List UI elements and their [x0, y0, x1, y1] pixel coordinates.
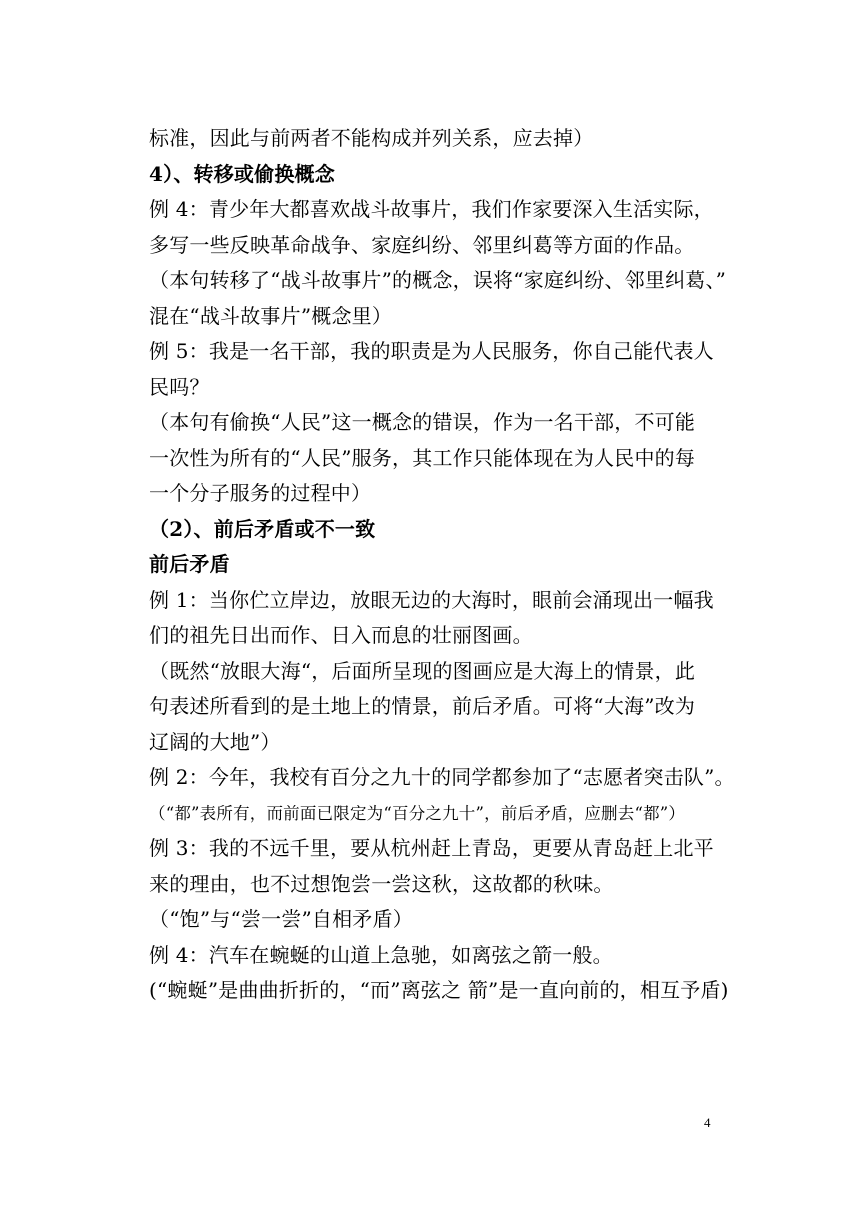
example-4-note-line-1: （本句转移了“战斗故事片”的概念，误将“家庭纠纷、邻里纠葛、”	[149, 268, 727, 292]
example-5-line-1: 例 5：我是一名干部，我的职责是为人民服务，你自己能代表人	[149, 339, 714, 363]
section-heading-4: 4）、转移或偷换概念	[149, 161, 335, 186]
contradiction-example-4-line: 例 4：汽车在蜿蜒的山道上急驰，如离弦之箭一般。	[149, 942, 613, 967]
contradiction-example-1-note-line-1: （既然“放眼大海“，后面所呈现的图画应是大海上的情景，此	[149, 658, 696, 683]
contradiction-example-2-line: 例 2：今年，我校有百分之九十的同学都参加了“志愿者突击队”。	[149, 765, 735, 789]
contradiction-example-3-note: （“饱”与“尝一尝”自相矛盾）	[149, 907, 413, 931]
example-4-line-2: 多写一些反映革命战争、家庭纠纷、邻里纠葛等方面的作品。	[149, 232, 695, 257]
example-5-line-2: 民吗？	[149, 374, 210, 399]
example-4-note-line-2: 混在“战斗故事片”概念里）	[149, 303, 393, 328]
example-5-note-line-1: （本句有偷换“人民”这一概念的错误，作为一名干部，不可能	[149, 410, 696, 434]
contradiction-example-4-note: (“蜿蜒”是曲曲折折的，“而”离弦之 箭”是一直向前的，相互予盾)	[149, 978, 729, 1002]
page-body	[149, 121, 735, 1009]
contradiction-example-3-line-1: 例 3：我的不远千里，要从杭州赶上青岛，更要从青岛赶上北平	[149, 836, 714, 860]
section-heading-2: （2）、前后矛盾或不一致	[149, 516, 376, 541]
example-5-note-line-2: 一次性为所有的“人民”服务，其工作只能体现在为人民中的每	[149, 445, 696, 470]
subsection-heading: 前后矛盾	[149, 552, 230, 576]
contradiction-example-3-line-2: 来的理由，也不过想饱尝一尝这秋，这故都的秋味。	[149, 871, 614, 896]
page-number: 4	[704, 1115, 711, 1130]
contradiction-example-1-line-1: 例 1：当你伫立岸边，放眼无边的大海时，眼前会涌现出一幅我	[149, 587, 714, 612]
text-line-1: 标准，因此与前两者不能构成并列关系，应去掉）	[149, 126, 594, 150]
contradiction-example-1-note-line-2: 句表述所看到的是土地上的情景，前后矛盾。可将“大海”改为	[149, 694, 696, 718]
contradiction-example-2-note: （“都”表所有，而前面已限定为“百分之九十”，前后矛盾，应删去“都”）	[149, 803, 686, 823]
example-5-note-line-3: 一个分子服务的过程中）	[149, 481, 372, 505]
example-4-line-1: 例 4：青少年大都喜欢战斗故事片，我们作家要深入生活实际，	[149, 197, 714, 221]
contradiction-example-1-note-line-3: 辽阔的大地”）	[149, 729, 281, 754]
contradiction-example-1-line-2: 们的祖先日出而作、日入而息的壮丽图画。	[149, 623, 533, 647]
